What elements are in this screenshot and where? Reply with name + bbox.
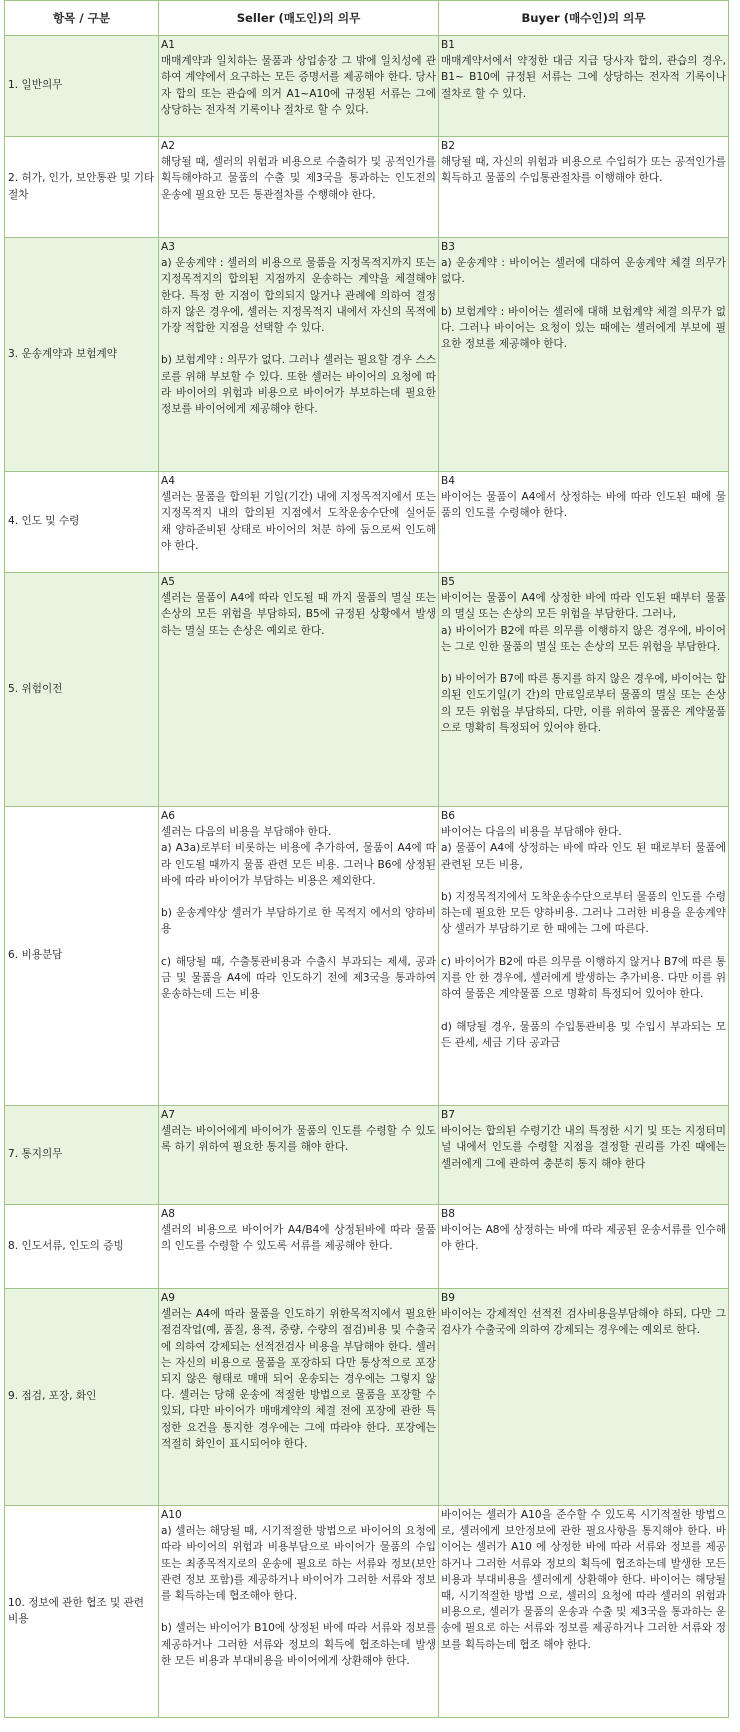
table-row bbox=[5, 1289, 729, 1506]
buyer-text: 바이어는 물품이 A4에 상정한 바에 따라 인도된 때부터 물품의 멸실 또는 손상의 모든 위험을 부담한다. 그러나, a) 바이어가 B2에 따른 의무를 이행하지 않은 경우에, 바이어는 그로 인한 물품의 멸실 또는 손상의 모든 위험을 부담한다. b) 바이어가 B7에 따른 통지를 하지 않은 경우에, 바이어는 합의된 인도기일(기 간)의 만료일로부터 물품의 멸실 또는 손상의 모든 위험을 부담하되, 다만, 이를 위하여 물품은 계약물품으로 명확히 특정되어 있어야 한다. bbox=[441, 592, 726, 734]
buyer-cell bbox=[439, 36, 729, 137]
buyer-cell bbox=[439, 1205, 729, 1289]
seller-text: 셀러는 물품을 합의된 기일(기간) 내에 지정목적지에서 또는 지정목적지 내의 합의된 지점에서 도착운송수단에 실어둔 채 양하준비된 상태로 바이어의 처분 하에 둠으로써 인도해야 한다. bbox=[161, 491, 436, 552]
seller-cell bbox=[159, 238, 439, 472]
buyer-code: B2 bbox=[441, 140, 456, 152]
seller-code: A3 bbox=[161, 241, 175, 253]
category-cell: 1. 일반의무 bbox=[5, 36, 159, 137]
category-cell: 10. 정보에 관한 협조 및 관련 비용 bbox=[5, 1506, 159, 1718]
buyer-cell bbox=[439, 1506, 729, 1718]
buyer-text: 바이어는 강제적인 선적전 검사비용을부담해야 하되, 다만 그 검사가 수출국에 의하여 강제되는 경우에는 예외로 한다. bbox=[441, 1308, 726, 1337]
seller-code: A1 bbox=[161, 39, 175, 51]
seller-text: 셀러는 바이어에게 바이어가 물품의 인도를 수령할 수 있도록 하기 위하여 필요한 통지를 해야 한다. bbox=[161, 1125, 436, 1154]
seller-code: A2 bbox=[161, 140, 175, 152]
table-row bbox=[5, 807, 729, 1106]
buyer-code: B7 bbox=[441, 1109, 456, 1121]
category-cell: 4. 인도 및 수령 bbox=[5, 472, 159, 573]
incoterms-obligations-table bbox=[4, 0, 729, 1718]
seller-cell bbox=[159, 137, 439, 238]
buyer-cell bbox=[439, 137, 729, 238]
seller-cell bbox=[159, 1506, 439, 1718]
buyer-cell bbox=[439, 807, 729, 1106]
buyer-text: 해당될 때, 자신의 위험과 비용으로 수입허가 또는 공적인가를 획득하고 물품의 수입통관절차를 이행해야 한다. bbox=[441, 156, 726, 185]
category-cell: 5. 위험이전 bbox=[5, 573, 159, 807]
table-row bbox=[5, 472, 729, 573]
buyer-cell bbox=[439, 1106, 729, 1205]
buyer-code: B9 bbox=[441, 1292, 456, 1304]
table-row bbox=[5, 137, 729, 238]
category-cell: 6. 비용분담 bbox=[5, 807, 159, 1106]
buyer-code: B4 bbox=[441, 475, 456, 487]
seller-code: A8 bbox=[161, 1208, 175, 1220]
table-row bbox=[5, 573, 729, 807]
buyer-code: B5 bbox=[441, 576, 456, 588]
seller-cell bbox=[159, 573, 439, 807]
seller-code: A10 bbox=[161, 1509, 182, 1521]
buyer-text: 매매계약서에서 약정한 대금 지급 당사자 합의, 관습의 경우, B1~ B10에 규정된 서류는 그에 상당하는 전자적 기록이나 절차로 할 수 있다. bbox=[441, 55, 726, 100]
table-row bbox=[5, 1506, 729, 1718]
seller-text: 셀러는 A4에 따라 물품을 인도하기 위한목적지에서 필요한 점검작업(예, 품질, 용적, 중량, 수량의 점검)비용 및 수출국에 의하여 강제되는 선적전검사 비용을 부담해야 한다. 셀러는 자신의 비용으로 물품을 포장하되 다만 통상적으로 포장되지 않은 형태로 매매 되어 운송되는 경우에는 그렇지 않다. 셀러는 당해 운송에 적절한 방법으로 물품을 포장할 수 있되, 다만 바이어가 매매계약의 체결 전에 포장에 관한 특정한 요건을 통지한 경우에는 그에 따라야 한다. 포장에는 적절히 화인이 표시되어야 한다. bbox=[161, 1308, 436, 1450]
buyer-text: a) 운송계약 : 바이어는 셀러에 대하여 운송계약 체결 의무가 없다. b) 보험계약 : 바이어는 셀러에 대해 보험계약 체결 의무가 없다. 그러나 바이어는 요청이 있는 때에는 셀러에게 부보에 필요한 정보를 제공해야 한다. bbox=[441, 257, 726, 351]
table-row bbox=[5, 1205, 729, 1289]
seller-cell bbox=[159, 1106, 439, 1205]
header-seller: Seller (매도인)의 의무 bbox=[159, 1, 439, 36]
seller-text: a) 운송계약 : 셀러의 비용으로 물품을 지정목적지까지 또는 지정목적지의 합의된 지점까지 운송하는 계약을 체결해야 한다. 특정 한 지점이 합의되지 않거나 관례에 의하여 결정하지 않은 경우에, 셀러는 지정목적지 내에서 자신의 목적에 가장 적합한 지점을 선택할 수 있다. b) 보험계약 : 의무가 없다. 그러나 셀러는 필요할 경우 스스로를 위해 부보할 수 있다. 또한 셀러는 바이어의 요청에 따라 바이어의 위험과 비용으로 바이어가 부보하는데 필요한 정보를 바이어에게 제공해야 한다. bbox=[161, 257, 436, 416]
header-category: 항목 / 구분 bbox=[5, 1, 159, 36]
seller-cell bbox=[159, 472, 439, 573]
buyer-cell bbox=[439, 472, 729, 573]
seller-text: 매매계약과 일치하는 물품과 상업송장 그 밖에 일치성에 관하여 계약에서 요구하는 모든 증명서를 제공해야 한다. 당사자 합의 또는 관습에 의거 A1~A10에 규정된 서류는 그에 상당하는 전자적 기록이나 절차로 할 수 있다. bbox=[161, 55, 436, 116]
buyer-text: 바이어는 합의된 수령기간 내의 특정한 시기 및 또는 지정터미널 내에서 인도를 수령할 지점을 결정할 권리를 가진 때에는 셀러에게 그에 관하여 충분히 통지 해야 한다 bbox=[441, 1125, 726, 1170]
category-cell: 9. 점검, 포장, 화인 bbox=[5, 1289, 159, 1506]
buyer-code: B3 bbox=[441, 241, 456, 253]
table-row bbox=[5, 1106, 729, 1205]
seller-text: 셀러의 비용으로 바이어가 A4/B4에 상정된바에 따라 물품의 인도를 수령할 수 있도록 서류를 제공해야 한다. bbox=[161, 1224, 436, 1253]
category-cell: 8. 인도서류, 인도의 증빙 bbox=[5, 1205, 159, 1289]
buyer-cell bbox=[439, 573, 729, 807]
buyer-text: 바이어는 셀러가 A10을 준수할 수 있도록 시기적절한 방법으로, 셀러에게 보안정보에 관한 필요사항을 통지해야 한다. 바이어는 셀러가 A10 에 상정한 바에 따라 서류와 정보를 제공하거나 그러한 서류와 정보의 획득에 협조하는데 발생한 모든 비용과 부대비용을 셀러에게 상환해야 한다. 바이어는 해당될 때, 시기적절한 방법 으로, 셀러의 요청에 따라 셀러의 위험과 비용으로, 셀러가 물품의 운송과 수출 및 제3국을 통과하는 운송에 필요로 하는 서류와 정보를 제공하거나 그러한 서류와 정보를 획득하는데 협조 해야 한다. bbox=[441, 1509, 726, 1651]
buyer-code: B8 bbox=[441, 1208, 456, 1220]
seller-code: A5 bbox=[161, 576, 175, 588]
table-row bbox=[5, 36, 729, 137]
buyer-cell bbox=[439, 1289, 729, 1506]
seller-code: A9 bbox=[161, 1292, 175, 1304]
seller-text: a) 셀러는 해당될 때, 시기적절한 방법으로 바이어의 요청에 따라 바이어의 위험과 비용부담으로 바이어가 물품의 수입 또는 최종목적지로의 운송에 필요로 하는 서류와 정보(보안관련 정보 포함)를 제공하거나 바이어가 그러한 서류와 정보를 획득하는데 협조해야 한다. b) 셀러는 바이어가 B10에 상정된 바에 따라 서류와 정보를 제공하거나 그러한 서류와 정보의 획득에 협조하는데 발생한 모든 비용과 부대비용을 바이어에게 상환해야 한다. bbox=[161, 1525, 436, 1667]
seller-code: A4 bbox=[161, 475, 175, 487]
buyer-code: B6 bbox=[441, 810, 456, 822]
seller-cell bbox=[159, 1205, 439, 1289]
buyer-text: 바이어는 물품이 A4에서 상정하는 바에 따라 인도된 때에 물품의 인도를 수령해야 한다. bbox=[441, 491, 726, 520]
category-cell: 7. 통지의무 bbox=[5, 1106, 159, 1205]
seller-text: 셀러는 다음의 비용을 부담해야 한다. a) A3a)로부터 비롯하는 비용에 추가하여, 물품이 A4에 따라 인도될 때까지 물품 관련 모든 비용. 그러나 B6에 상정된 바에 따라 바이어가 부담하는 비용은 제외한다. b) 운송계약상 셀러가 부담하기로 한 목적지 에서의 양하비용 c) 해당될 때, 수출통관비용과 수출시 부과되는 제세, 공과금 및 물품을 A4에 따라 인도하기 전에 제3국을 통과하여 운송하는데 드는 비용 bbox=[161, 826, 436, 1001]
header-buyer: Buyer (매수인)의 의무 bbox=[439, 1, 729, 36]
seller-code: A6 bbox=[161, 810, 175, 822]
category-cell: 3. 운송계약과 보험계약 bbox=[5, 238, 159, 472]
seller-cell bbox=[159, 807, 439, 1106]
buyer-cell bbox=[439, 238, 729, 472]
seller-code: A7 bbox=[161, 1109, 175, 1121]
header-row bbox=[5, 1, 729, 36]
table-row bbox=[5, 238, 729, 472]
seller-cell bbox=[159, 36, 439, 137]
seller-text: 셀러는 물품이 A4에 따라 인도될 때 까지 물품의 멸실 또는 손상의 모든 위험을 부담하되, B5에 규정된 상황에서 발생하는 멸실 또는 손상은 예외로 한다. bbox=[161, 592, 436, 637]
seller-cell bbox=[159, 1289, 439, 1506]
seller-text: 해당될 때, 셀러의 위험과 비용으로 수출허가 및 공적인가를 획득해야하고 물품의 수출 및 제3국을 통과하는 인도전의 운송에 필요한 모든 통관절차를 수행해야 한다. bbox=[161, 156, 436, 201]
buyer-text: 바이어는 A8에 상정하는 바에 따라 제공된 운송서류를 인수해야 한다. bbox=[441, 1224, 726, 1253]
category-cell: 2. 허가, 인가, 보안통관 및 기타 절차 bbox=[5, 137, 159, 238]
buyer-text: 바이어는 다음의 비용을 부담해야 한다. a) 물품이 A4에 상정하는 바에 따라 인도 된 때로부터 물품에 관련된 모든 비용, b) 지정목적지에서 도착운송수단으로부터 물품의 인도를 수령하는데 필요한 모든 양하비용. 그러나 그러한 비용을 운송계약상 셀러가 부담하기로 한 때에는 그에 따른다. c) 바이어가 B2에 따른 의무를 이행하지 않거나 B7에 따른 통지를 안 한 경우에, 셀러에게 발생하는 추가비용. 다만 이를 위하여 물품은 계약물품 으로 명확히 특정되어 있어야 한다. d) 해당될 경우, 물품의 수입통관비용 및 수입시 부과되는 모든 관세, 세금 기타 공과금 bbox=[441, 826, 726, 1049]
buyer-code: B1 bbox=[441, 39, 456, 51]
